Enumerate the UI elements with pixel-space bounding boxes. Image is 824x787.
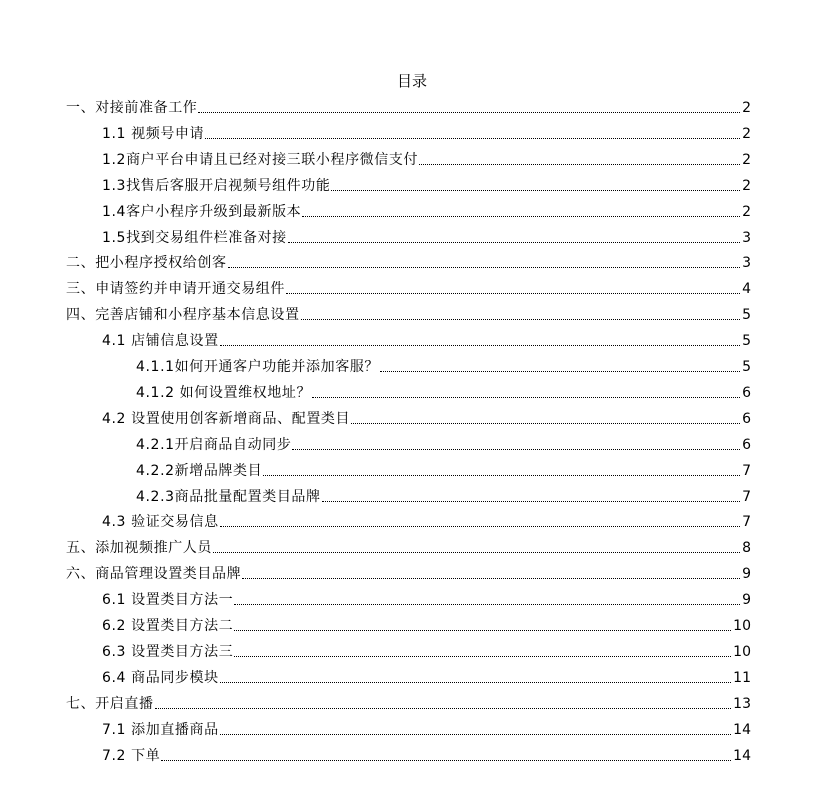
toc-entry-page: 6	[742, 436, 751, 453]
toc-entry-label: 七、开启直播	[66, 695, 154, 712]
toc-dot-leader	[234, 630, 731, 631]
toc-entry-page: 2	[742, 203, 751, 220]
toc-entry-page: 4	[742, 281, 751, 298]
toc-entry[interactable]	[102, 639, 751, 661]
toc-entry-label: 4.1 店铺信息设置	[102, 333, 219, 350]
toc-dot-leader	[198, 112, 740, 113]
toc-entry-label: 4.1.1如何开通客户功能并添加客服？	[136, 359, 380, 375]
toc-entry[interactable]	[102, 147, 751, 169]
toc-entry-label: 6.2 设置类目方法二	[102, 618, 234, 634]
toc-entry[interactable]	[66, 561, 751, 583]
toc-entry-label: 6.1 设置类目方法一	[102, 592, 234, 609]
toc-entry-label: 4.2.3商品批量配置类目品牌	[136, 488, 321, 505]
toc-dot-leader	[155, 708, 732, 709]
toc-entry-page: 2	[742, 177, 751, 194]
toc-entry-page: 6	[742, 410, 751, 427]
toc-entry-page: 5	[742, 333, 751, 350]
toc-dot-leader	[220, 734, 731, 735]
toc-entry-page: 2	[742, 151, 751, 168]
toc-entry[interactable]	[102, 173, 751, 195]
toc-dot-leader	[161, 760, 731, 761]
toc-entry[interactable]	[66, 302, 751, 324]
toc-entry[interactable]	[102, 587, 751, 609]
toc-entry-page: 11	[733, 669, 751, 686]
toc-entry[interactable]	[66, 250, 751, 272]
toc-title: 目录	[396, 72, 427, 90]
toc-entry[interactable]	[66, 276, 751, 298]
toc-entry-label: 1.1 视频号申请	[102, 125, 205, 142]
toc-entry-page: 7	[742, 488, 751, 505]
toc-dot-leader	[351, 423, 740, 424]
toc-dot-leader	[205, 138, 740, 139]
toc-dot-leader	[220, 345, 740, 346]
toc-entry-page: 10	[733, 643, 751, 660]
toc-dot-leader	[419, 164, 740, 165]
toc-entry[interactable]	[66, 691, 751, 713]
toc-entry-label: 7.1 添加直播商品	[102, 721, 219, 738]
toc-entry-label: 4.1.2 如何设置维权地址？	[136, 384, 312, 401]
toc-entry-page: 9	[742, 566, 751, 583]
toc-entry-page: 5	[742, 359, 751, 375]
toc-dot-leader	[234, 604, 740, 605]
toc-dot-leader	[234, 656, 731, 657]
toc-entry-label: 六、商品管理设置类目品牌	[66, 566, 242, 583]
toc-dot-leader	[302, 216, 740, 217]
toc-entry-page: 3	[742, 255, 751, 272]
toc-dot-leader	[286, 293, 740, 294]
toc-entry[interactable]	[102, 225, 751, 247]
toc-entry[interactable]	[102, 717, 751, 739]
toc-dot-leader	[322, 501, 740, 502]
toc-entry-page: 8	[742, 540, 751, 557]
toc-dot-leader	[263, 475, 740, 476]
toc-dot-leader	[312, 397, 740, 398]
toc-entry-label: 1.4客户小程序升级到最新版本	[102, 203, 302, 220]
toc-entry-label: 1.3找售后客服开启视频号组件功能	[102, 177, 331, 194]
toc-entry-page: 3	[742, 229, 751, 246]
toc-entry-label: 三、申请签约并申请开通交易组件	[66, 281, 285, 298]
toc-dot-leader	[292, 449, 740, 450]
toc-dot-leader	[220, 682, 731, 683]
toc-dot-leader	[213, 552, 740, 553]
toc-entry[interactable]	[66, 535, 751, 557]
toc-entry[interactable]	[102, 613, 751, 635]
toc-dot-leader	[380, 371, 740, 372]
toc-entry-page: 2	[742, 125, 751, 142]
toc-entry-label: 1.5找到交易组件栏准备对接	[102, 229, 287, 246]
toc-entry-label: 4.2.1开启商品自动同步	[136, 436, 292, 453]
toc-dot-leader	[220, 526, 740, 527]
toc-entry-label: 四、完善店铺和小程序基本信息设置	[66, 307, 300, 324]
toc-entry-page: 6	[742, 384, 751, 401]
toc-entry-label: 6.3 设置类目方法三	[102, 643, 234, 660]
toc-entry-label: 一、对接前准备工作	[66, 100, 198, 116]
toc-entry-page: 9	[742, 592, 751, 609]
toc-entry-page: 2	[742, 100, 751, 116]
toc-dot-leader	[288, 242, 740, 243]
toc-entry[interactable]	[136, 484, 751, 506]
toc-entry[interactable]	[66, 95, 751, 117]
toc-dot-leader	[228, 267, 740, 268]
toc-dot-leader	[301, 319, 740, 320]
toc-entry-label: 1.2商户平台申请且已经对接三联小程序微信支付	[102, 151, 419, 168]
toc-entry-label: 五、添加视频推广人员	[66, 540, 212, 557]
toc-entry-page: 5	[742, 307, 751, 324]
toc-entry-label: 二、把小程序授权给创客	[66, 255, 227, 272]
toc-entry-page: 10	[733, 618, 751, 634]
toc-entry[interactable]	[136, 458, 751, 480]
toc-entry-label: 4.2 设置使用创客新增商品、配置类目	[102, 410, 351, 427]
toc-entry[interactable]	[102, 665, 751, 687]
toc-entry[interactable]	[136, 380, 751, 402]
toc-entry-page: 14	[733, 747, 751, 764]
toc-dot-leader	[331, 190, 740, 191]
toc-dot-leader	[242, 578, 740, 579]
toc-entry-page: 7	[742, 514, 751, 531]
toc-entry[interactable]	[102, 406, 751, 428]
toc-entry[interactable]	[102, 121, 751, 143]
toc-entry[interactable]	[136, 354, 751, 376]
toc-entry[interactable]	[136, 432, 751, 454]
toc-entry[interactable]	[102, 328, 751, 350]
toc-entry-page: 7	[742, 462, 751, 479]
toc-entry-label: 7.2 下单	[102, 747, 161, 764]
toc-entry-page: 13	[733, 695, 751, 712]
toc-entry[interactable]	[102, 743, 751, 765]
toc-entry[interactable]	[102, 509, 751, 531]
toc-entry-page: 14	[733, 721, 751, 738]
toc-entry-label: 4.2.2新增品牌类目	[136, 462, 263, 479]
toc-entry-label: 4.3 验证交易信息	[102, 514, 219, 531]
toc-entry[interactable]	[102, 199, 751, 221]
toc-entry-label: 6.4 商品同步模块	[102, 669, 219, 686]
